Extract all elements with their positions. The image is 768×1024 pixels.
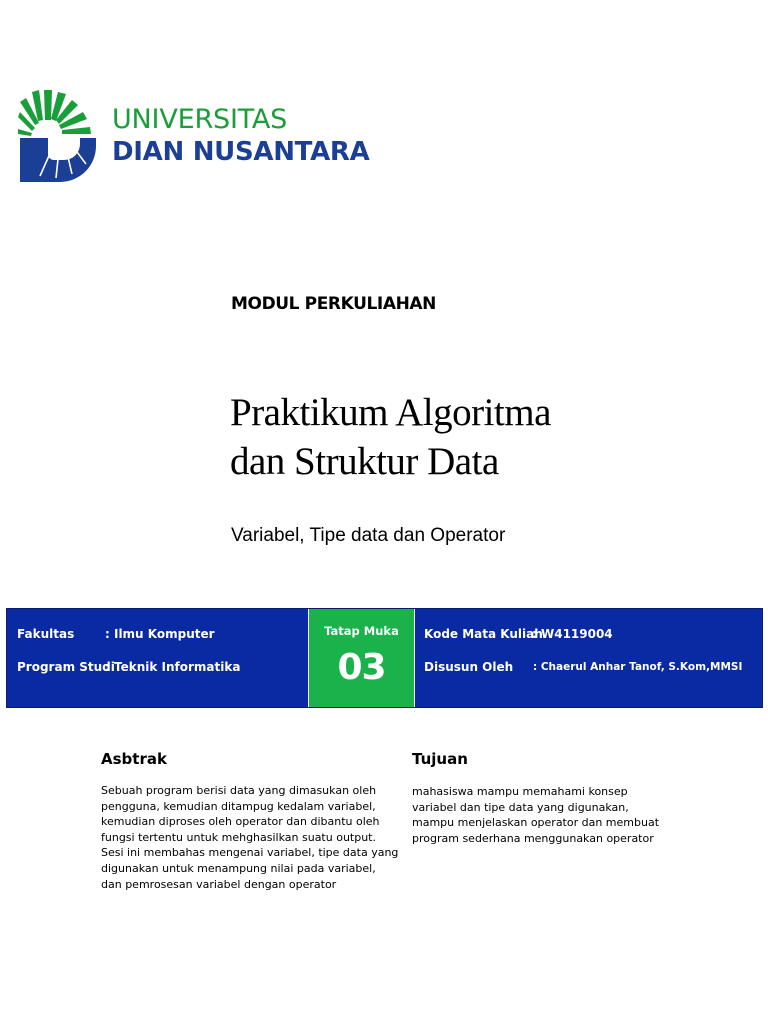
course-subtitle: Variabel, Tipe data dan Operator — [231, 525, 506, 546]
objective-body — [412, 784, 712, 846]
faculty-value: : Ilmu Komputer — [105, 627, 215, 641]
university-emblem-icon — [18, 90, 96, 182]
abstract-line: Sesi ini membahas mengenai variabel, tipe data yang — [101, 846, 399, 860]
abstract-line: pengguna, kemudian ditampug kedalam variabel, — [101, 799, 376, 813]
objective-heading: Tujuan — [412, 750, 468, 768]
faculty-label: Fakultas — [17, 627, 75, 641]
objective-line: program sederhana menggunakan operator — [412, 831, 654, 845]
course-title-line2: dan Struktur Data — [230, 440, 499, 483]
university-name-line1: UNIVERSITAS — [112, 104, 288, 135]
program-label: Program Studi — [17, 660, 115, 674]
abstract-line: fungsi tertentu untuk mehghasilkan suatu output. — [101, 830, 376, 844]
meeting-number: 03 — [337, 647, 386, 688]
course-code-label: Kode Mata Kuliah — [424, 627, 543, 641]
abstract-line: kemudian diproses oleh operator dan dibantu oleh — [101, 815, 380, 829]
program-value: : Teknik Informatika — [105, 660, 241, 674]
abstract-line: Sebuah program berisi data yang dimasukan oleh — [101, 784, 377, 797]
objective-line: mahasiswa mampu memahami konsep — [412, 785, 628, 798]
meeting-box — [308, 609, 415, 707]
course-code-value: : W4119004 — [532, 627, 613, 641]
meeting-label: Tatap Muka — [324, 624, 399, 638]
author-value: : Chaerul Anhar Tanof, S.Kom,MMSI — [533, 661, 743, 673]
objective-line: variabel dan tipe data yang digunakan, — [412, 800, 629, 814]
abstract-line: dan pemrosesan variabel dengan operator — [101, 877, 337, 891]
university-logo — [18, 90, 418, 184]
course-title — [230, 388, 710, 486]
abstract-line: digunakan untuk menampung nilai pada variabel, — [101, 861, 376, 875]
course-title-line1: Praktikum Algoritma — [230, 391, 551, 434]
abstract-body — [101, 783, 401, 892]
university-name-line2: DIAN NUSANTARA — [112, 137, 370, 167]
abstract-heading: Asbtrak — [101, 750, 167, 768]
module-type-label: MODUL PERKULIAHAN — [231, 294, 437, 314]
objective-line: mampu menjelaskan operator dan membuat — [412, 816, 660, 830]
author-label: Disusun Oleh — [424, 660, 514, 674]
course-info-band — [6, 608, 763, 708]
